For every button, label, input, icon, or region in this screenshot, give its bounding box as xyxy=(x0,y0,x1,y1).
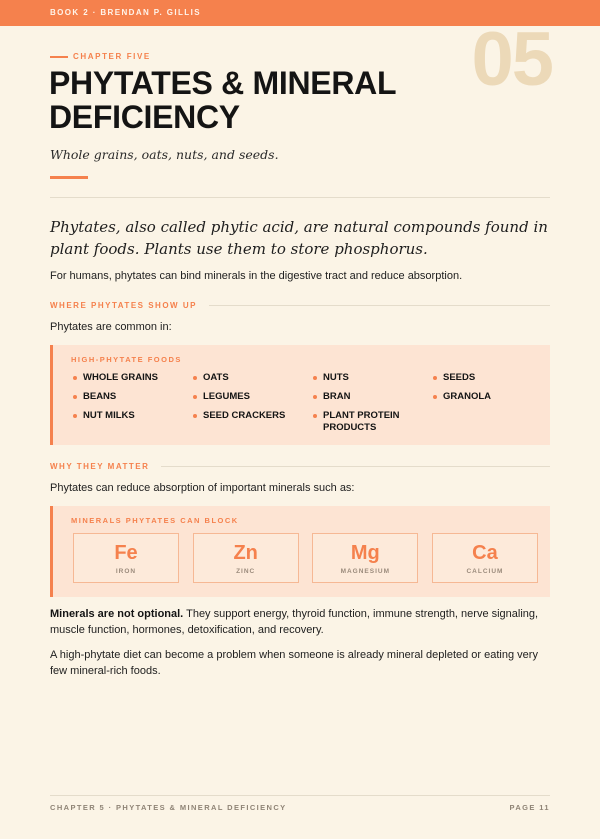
section-heading-text: WHY THEY MATTER xyxy=(50,462,150,471)
intro-paragraph: For humans, phytates can bind minerals in the digestive tract and reduce absorption. xyxy=(50,270,463,282)
list-item xyxy=(193,391,313,403)
bullet-icon xyxy=(313,395,317,399)
bullet-icon xyxy=(193,395,197,399)
food-label: SEEDS xyxy=(443,372,476,383)
bullet-icon xyxy=(193,376,197,380)
section-where-text: Phytates are common in: xyxy=(50,321,172,333)
list-item xyxy=(73,391,193,403)
food-label: SEED CRACKERS xyxy=(203,410,286,421)
mineral-symbol: Zn xyxy=(233,542,258,564)
mineral-symbol: Fe xyxy=(114,542,138,564)
minerals-paragraph xyxy=(50,606,550,638)
list-item xyxy=(193,410,313,434)
section-why-text: Phytates can reduce absorption of important minerals such as: xyxy=(50,482,355,494)
footer-chapter: CHAPTER 5 · PHYTATES & MINERAL DEFICIENCY xyxy=(50,803,287,812)
list-item xyxy=(433,391,553,403)
bullet-icon xyxy=(73,395,77,399)
chapter-dash xyxy=(50,56,68,58)
bullet-icon xyxy=(313,376,317,380)
food-label: BEANS xyxy=(83,391,117,402)
foods-list xyxy=(73,372,553,434)
mineral-name: CALCIUM xyxy=(466,568,504,575)
mineral-tile-iron xyxy=(73,533,179,583)
mineral-tile-zinc xyxy=(193,533,299,583)
bullet-icon xyxy=(73,376,77,380)
mineral-name: MAGNESIUM xyxy=(340,568,391,575)
mineral-symbol: Ca xyxy=(472,542,498,564)
food-label: LEGUMES xyxy=(203,391,250,402)
section-rule xyxy=(209,305,550,306)
mineral-name: ZINC xyxy=(236,568,256,575)
bullet-icon xyxy=(193,414,197,418)
list-item xyxy=(73,372,193,384)
list-item xyxy=(73,410,193,434)
page-subtitle: Whole grains, oats, nuts, and seeds. xyxy=(50,147,279,162)
list-item xyxy=(313,410,423,434)
food-label: OATS xyxy=(203,372,229,383)
card-label: MINERALS PHYTATES CAN BLOCK xyxy=(71,516,239,525)
bullet-icon xyxy=(313,414,317,418)
footer-rule xyxy=(50,795,550,796)
food-label: GRANOLA xyxy=(443,391,492,402)
chapter-label xyxy=(50,52,151,61)
mineral-symbol: Mg xyxy=(350,542,380,564)
minerals-grid xyxy=(73,533,538,583)
chapter-label-text: CHAPTER FIVE xyxy=(73,52,151,61)
chapter-number: 05 xyxy=(471,17,552,102)
paragraph-rest: They support energy, thyroid function, immune strength, nerve signaling, muscle function, hormones, detoxification, and recovery. xyxy=(50,608,539,636)
card-label: HIGH-PHYTATE FOODS xyxy=(71,355,182,364)
page-number: PAGE 11 xyxy=(509,803,550,812)
running-head: BOOK 2 · BRENDAN P. GILLIS xyxy=(50,8,201,17)
list-item xyxy=(313,391,433,403)
high-phytate-foods-card xyxy=(50,345,550,445)
accent-rule xyxy=(50,176,88,179)
bullet-icon xyxy=(433,395,437,399)
closing-paragraph: A high-phytate diet can become a problem when someone is already mineral depleted or eating very few mineral-rich foods. xyxy=(50,649,538,677)
list-item xyxy=(313,372,433,384)
paragraph-lead: Minerals are not optional. xyxy=(50,608,184,620)
section-heading-text: WHERE PHYTATES SHOW UP xyxy=(50,301,197,310)
bullet-icon xyxy=(433,376,437,380)
lede-paragraph: Phytates, also called phytic acid, are natural compounds found in plant foods. Plants use them to store phosphorus. xyxy=(50,218,548,258)
section-heading-where xyxy=(50,301,550,310)
food-label: NUTS xyxy=(323,372,349,383)
list-item xyxy=(193,372,313,384)
minerals-card xyxy=(50,506,550,597)
list-item xyxy=(433,372,553,384)
mineral-tile-magnesium xyxy=(312,533,418,583)
food-label: PLANT PROTEIN PRODUCTS xyxy=(323,410,400,433)
food-label: WHOLE GRAINS xyxy=(83,372,158,383)
mineral-name: IRON xyxy=(115,568,137,575)
divider xyxy=(50,197,550,198)
mineral-tile-calcium xyxy=(432,533,538,583)
section-heading-why xyxy=(50,462,550,471)
food-label: BRAN xyxy=(323,391,351,402)
page-title: PHYTATES & MINERAL DEFICIENCY xyxy=(49,65,396,135)
bullet-icon xyxy=(73,414,77,418)
section-rule xyxy=(161,466,550,467)
food-label: NUT MILKS xyxy=(83,410,135,421)
